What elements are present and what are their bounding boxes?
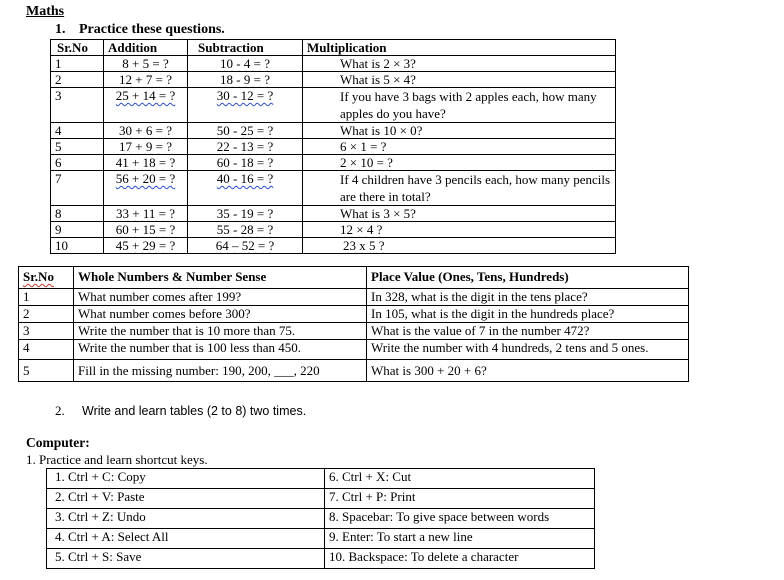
table-row [19,360,689,382]
shortcut-cell: 2. Ctrl + V: Paste [47,489,325,509]
computer-title: Computer: [26,435,90,450]
sr-cell: 1 [19,289,74,306]
subtraction-cell: 64 – 52 = ? [215,238,275,253]
table-row [47,469,595,489]
subtraction-cell: 30 - 12 = ? [216,88,274,103]
table-row [51,56,616,72]
place-value-cell: Write the number with 4 hundreds, 2 tens and 5 ones. [367,340,689,360]
arithmetic-table [50,39,616,254]
header-srno: Sr.No [57,40,88,55]
subtraction-cell: 55 - 28 = ? [216,222,274,237]
shortcut-cell: 8. Spacebar: To give space between words [325,509,595,529]
header-multiplication: Multiplication [303,40,616,56]
question-2-text: Write and learn tables (2 to 8) two times. [82,404,307,418]
multiplication-cell: 23 x 5 ? [343,238,385,253]
sr-cell: 5 [19,360,74,382]
header-srno: Sr.No [23,269,54,284]
shortcut-cell: 9. Enter: To start a new line [325,529,595,549]
table-row [51,139,616,155]
computer-instruction: 1. Practice and learn shortcut keys. [26,452,208,467]
table-header-row [19,267,689,289]
table-row [47,529,595,549]
sr-cell: 4 [19,340,74,360]
shortcut-keys-table [46,468,595,569]
sr-cell: 5 [51,139,104,155]
whole-number-cell: Fill in the missing number: 190, 200, ___, 220 [74,360,367,382]
question-1-number: 1. [55,22,66,37]
multiplication-cell: If you have 3 bags with 2 apples each, how many apples do you have? [303,88,616,123]
table-row [51,222,616,238]
sr-cell: 1 [51,56,104,72]
sr-cell: 3 [19,323,74,340]
place-value-cell: What is the value of 7 in the number 472? [367,323,689,340]
addition-cell: 8 + 5 = ? [122,56,169,71]
header-subtraction: Subtraction [188,40,303,56]
multiplication-cell: If 4 children have 3 pencils each, how many pencils are there in total? [303,171,616,206]
question-2 [55,403,306,419]
header-place-value: Place Value (Ones, Tens, Hundreds) [367,267,689,289]
sr-cell: 6 [51,155,104,171]
question-2-number: 2. [55,403,65,418]
table-row [47,549,595,569]
table-row [19,340,689,360]
subtraction-cell: 10 - 4 = ? [220,56,270,71]
table-row [19,323,689,340]
subtraction-cell: 40 - 16 = ? [216,171,274,186]
table-row [51,155,616,171]
sr-cell: 3 [51,88,104,123]
addition-cell: 33 + 11 = ? [116,206,175,221]
number-sense-table [18,266,689,382]
shortcut-cell: 5. Ctrl + S: Save [47,549,325,569]
multiplication-cell: What is 2 × 3? [303,56,616,72]
shortcut-cell: 6. Ctrl + X: Cut [325,469,595,489]
place-value-cell: What is 300 + 20 + 6? [367,360,689,382]
place-value-cell: In 105, what is the digit in the hundreds place? [367,306,689,323]
multiplication-cell: 12 × 4 ? [340,222,383,237]
table-row [51,238,616,254]
sr-cell: 7 [51,171,104,206]
table-row [51,88,616,123]
table-row [51,206,616,222]
multiplication-cell: What is 3 × 5? [303,206,616,222]
multiplication-cell: What is 10 × 0? [303,123,616,139]
place-value-cell: In 328, what is the digit in the tens place? [367,289,689,306]
addition-cell: 17 + 9 = ? [119,139,172,154]
shortcut-cell: 1. Ctrl + C: Copy [47,469,325,489]
table-row [19,289,689,306]
table-row [51,171,616,206]
shortcut-cell: 4. Ctrl + A: Select All [47,529,325,549]
sr-cell: 2 [51,72,104,88]
table-row [51,123,616,139]
question-1-title: Practice these questions. [79,22,225,37]
subtraction-cell: 35 - 19 = ? [216,206,274,221]
subtraction-cell: 22 - 13 = ? [216,139,274,154]
table-row [51,72,616,88]
whole-number-cell: What number comes before 300? [74,306,367,323]
subtraction-cell: 50 - 25 = ? [216,123,274,138]
question-1-heading [55,22,225,38]
sr-cell: 9 [51,222,104,238]
addition-cell: 25 + 14 = ? [115,88,176,103]
sr-cell: 8 [51,206,104,222]
subtraction-cell: 18 - 9 = ? [220,72,270,87]
sr-cell: 4 [51,123,104,139]
addition-cell: 12 + 7 = ? [119,72,172,87]
table-header-row [51,40,616,56]
table-row [47,509,595,529]
subject-title: Maths [26,4,65,19]
whole-number-cell: What number comes after 199? [74,289,367,306]
table-row [19,306,689,323]
addition-cell: 30 + 6 = ? [119,123,172,138]
whole-number-cell: Write the number that is 100 less than 450. [74,340,367,360]
table-row [47,489,595,509]
whole-number-cell: Write the number that is 10 more than 75. [74,323,367,340]
sr-cell: 2 [19,306,74,323]
addition-cell: 56 + 20 = ? [115,171,176,186]
multiplication-cell: 6 × 1 = ? [340,139,387,154]
header-whole-numbers: Whole Numbers & Number Sense [74,267,367,289]
shortcut-cell: 3. Ctrl + Z: Undo [47,509,325,529]
multiplication-cell: 2 × 10 = ? [340,155,393,170]
header-addition: Addition [104,40,188,56]
shortcut-cell: 10. Backspace: To delete a character [325,549,595,569]
sr-cell: 10 [51,238,104,254]
subtraction-cell: 60 - 18 = ? [216,155,274,170]
multiplication-cell: What is 5 × 4? [303,72,616,88]
addition-cell: 45 + 29 = ? [115,238,176,253]
addition-cell: 41 + 18 = ? [115,155,176,170]
shortcut-cell: 7. Ctrl + P: Print [325,489,595,509]
addition-cell: 60 + 15 = ? [115,222,176,237]
